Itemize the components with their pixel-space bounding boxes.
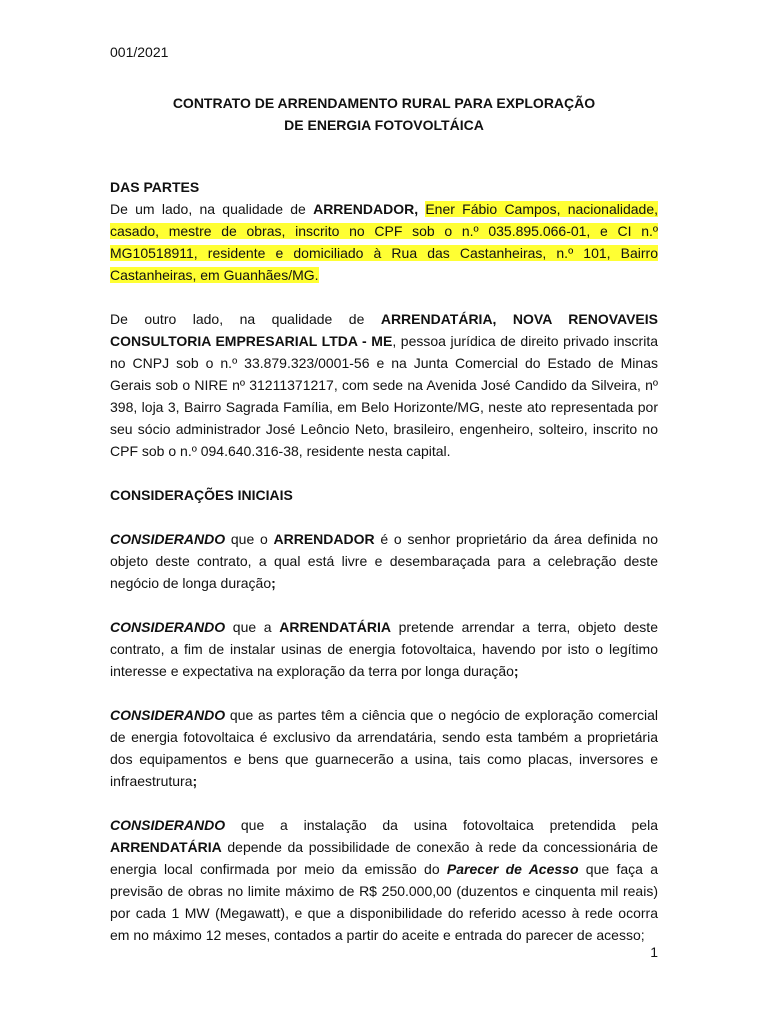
considering-lead: CONSIDERANDO [110,531,226,547]
lessor-intro: De um lado, na qualidade de [110,201,314,217]
title-line-2: DE ENERGIA FOTOVOLTÁICA [284,117,484,133]
consideration-1: CONSIDERANDO que o ARRENDADOR é o senhor proprietário da área definida no objeto deste contrato, a qual está livre e desembaraçada para a celebração deste negócio de longa duração; [110,531,658,591]
consideration-3: CONSIDERANDO que as partes têm a ciência que o negócio de exploração comercial de energia fotovoltaica é exclusivo da arrendatária, sendo esta também a proprietária dos equipamentos e bens que guarnecerão a usina, tais como placas, inversores e infraestrutura; [110,707,658,789]
lessor-details-highlight: Ener Fábio Campos, nacionalidade, casado, mestre de obras, inscrito no CPF sob o n.º 035.895.066-01, e CI n.º MG10518911, residente e domiciliado à Rua das Castanheiras, n.º 101, Bairro Castanheiras, em Guanhães/MG. [110,201,659,283]
considering-lead: CONSIDERANDO [110,619,226,635]
section-heading-considerations: CONSIDERAÇÕES INICIAIS [110,487,293,503]
title-line-1: CONTRATO DE ARRENDAMENTO RURAL PARA EXPLORAÇÃO [172,95,596,111]
paragraph-lessee [110,308,658,462]
lessee-details: , pessoa jurídica de direito privado inscrita no CNPJ sob o n.º 33.879.323/0001-56 e na Junta Comercial do Estado de Minas Gerais sob o NIRE nº 31211371217, com sede na Avenida José Candido da Silveira, nº 398, loja 3, Bairro Sagrada Família, em Belo Horizonte/MG, neste ato representada por seu sócio administrador José Leôncio Neto, brasileiro, engenheiro, solteiro, inscrito no CPF sob o n.º 094.640.316-38, residente nesta capital. [110,333,659,459]
considering-lead: CONSIDERANDO [110,707,226,723]
page-number: 1 [650,944,658,960]
access-opinion-term: Parecer de Acesso [446,861,579,877]
section-heading-parties: DAS PARTES [110,179,200,195]
consideration-4: CONSIDERANDO que a instalação da usina fotovoltaica pretendida pela ARRENDATÁRIA depende da possibilidade de conexão à rede da concessionária de energia local confirmada por meio da emissão do Parecer de Acesso que faça a previsão de obras no limite máximo de R$ 250.000,00 (duzentos e cinquenta mil reais) por cada 1 MW (Megawatt), e que a disponibilidade do referido acesso à rede ocorra em no máximo 12 meses, contados a partir do aceite e entrada do parecer de acesso; [110,817,658,943]
paragraph-lessor [110,198,658,286]
document-number: 001/2021 [110,44,169,60]
considering-lead: CONSIDERANDO [110,817,226,833]
consideration-2: CONSIDERANDO que a ARRENDATÁRIA pretende arrendar a terra, objeto deste contrato, a fim de instalar usinas de energia fotovoltaica, havendo por isto o legítimo interesse e expectativa na exploração da terra por longa duração; [110,619,658,679]
document-body [110,176,658,946]
lessee-role: ARRENDATÁRIA, NOVA RENOVAVEIS CONSULTORIA EMPRESARIAL LTDA - ME [110,311,658,349]
contract-title [0,92,768,136]
lessor-role: ARRENDADOR, [313,201,419,217]
lessee-intro: De outro lado, na qualidade de [110,311,381,327]
